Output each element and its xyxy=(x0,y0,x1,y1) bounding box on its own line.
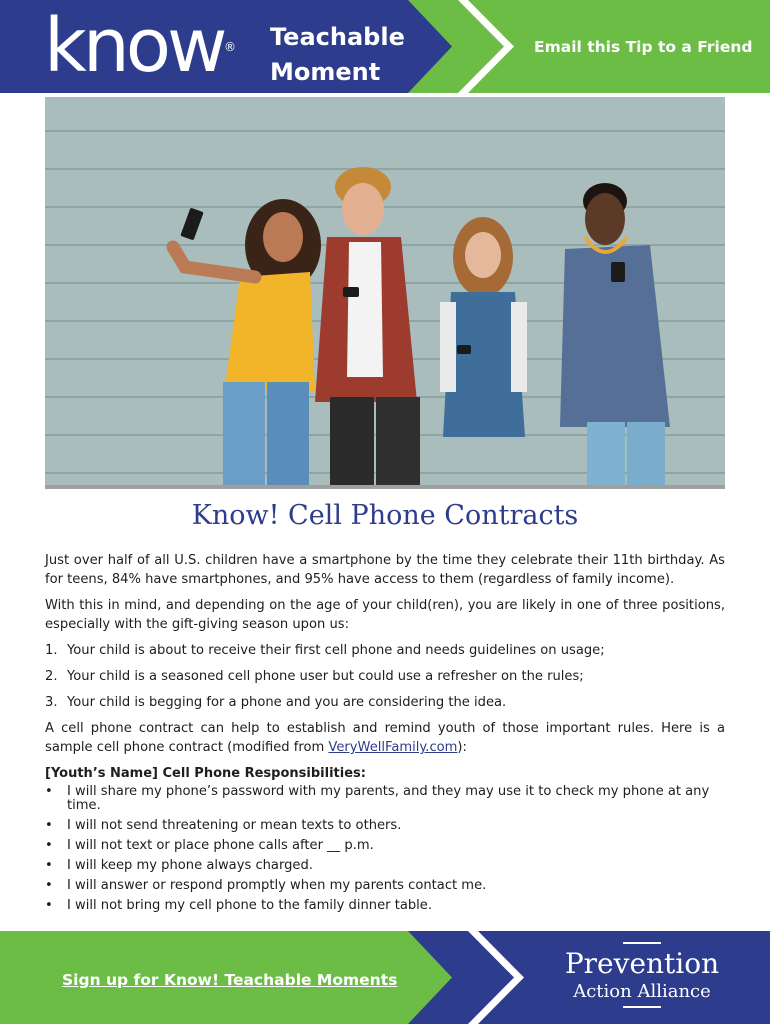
article-body xyxy=(45,551,725,919)
list-item xyxy=(45,693,725,712)
title-line2: Moment xyxy=(270,58,381,86)
list-item-text: I will keep my phone always charged. xyxy=(67,858,313,873)
list-item xyxy=(45,899,725,913)
bullet-icon: • xyxy=(45,878,53,893)
positions-paragraph: With this in mind, and depending on the age of your child(ren), you are likely in one of three positions, especially with the gift-giving season upon us: xyxy=(45,598,725,632)
bullet-icon: • xyxy=(45,898,53,913)
contract-intro-text: A cell phone contract can help to establish and remind youth of those important rules. Here is a sample cell phone contract (modified from xyxy=(45,721,725,755)
list-item xyxy=(45,785,725,813)
title-line1: Teachable xyxy=(270,23,405,51)
contract-intro-paragraph xyxy=(45,719,725,757)
teachable-moment-title xyxy=(270,20,405,90)
bullet-icon: • xyxy=(45,818,53,833)
teens-photo xyxy=(45,97,725,489)
list-item xyxy=(45,859,725,873)
list-item xyxy=(45,879,725,893)
positions-list xyxy=(45,641,725,712)
list-item-text: I will share my phone’s password with my parents, and they may use it to check my phone at any time. xyxy=(67,784,710,813)
list-item xyxy=(45,839,725,853)
list-item xyxy=(45,819,725,833)
list-number: 2. xyxy=(45,669,58,684)
list-item-text: Your child is a seasoned cell phone user but could use a refresher on the rules; xyxy=(67,669,584,684)
teens-using-phones-illustration xyxy=(45,97,725,489)
responsibilities-heading: [Youth’s Name] Cell Phone Responsibilities: xyxy=(45,766,366,781)
list-item xyxy=(45,641,725,660)
list-item-text: I will not text or place phone calls after __ p.m. xyxy=(67,838,374,853)
bullet-icon: • xyxy=(45,858,53,873)
know-logo[interactable] xyxy=(44,2,244,92)
list-item-text: I will not bring my cell phone to the family dinner table. xyxy=(67,898,433,913)
footer-banner xyxy=(0,931,770,1024)
list-item-text: Your child is begging for a phone and you are considering the idea. xyxy=(67,695,507,710)
bullet-icon: • xyxy=(45,838,53,853)
org-name-line1: Prevention xyxy=(564,947,720,980)
list-item xyxy=(45,667,725,686)
contract-intro-end: ): xyxy=(457,740,467,755)
header-banner xyxy=(0,0,770,93)
responsibilities-list xyxy=(45,785,725,913)
list-number: 3. xyxy=(45,695,58,710)
logo-wordmark: know xyxy=(44,3,224,89)
article-title: Know! Cell Phone Contracts xyxy=(191,500,579,531)
intro-paragraph: Just over half of all U.S. children have a smartphone by the time they celebrate their 11th birthday. As for teens, 84% have smartphones, and 95% have access to them (regardless of family income). xyxy=(45,553,725,587)
list-number: 1. xyxy=(45,643,58,658)
org-name-line2: Action Alliance xyxy=(573,981,711,1002)
list-item-text: Your child is about to receive their first cell phone and needs guidelines on usage; xyxy=(67,643,605,658)
verywellfamily-link[interactable]: VeryWellFamily.com xyxy=(328,740,458,755)
prevention-action-alliance-logo[interactable] xyxy=(552,939,732,1011)
email-tip-link[interactable]: Email this Tip to a Friend xyxy=(534,38,753,56)
registered-mark: ® xyxy=(224,40,236,54)
list-item-text: I will answer or respond promptly when my parents contact me. xyxy=(67,878,487,893)
logo-rule-bottom xyxy=(623,1006,661,1008)
logo-rule-top xyxy=(623,942,661,944)
bullet-icon: • xyxy=(45,784,53,799)
list-item-text: I will not send threatening or mean texts to others. xyxy=(67,818,402,833)
signup-link[interactable]: Sign up for Know! Teachable Moments xyxy=(62,971,398,989)
